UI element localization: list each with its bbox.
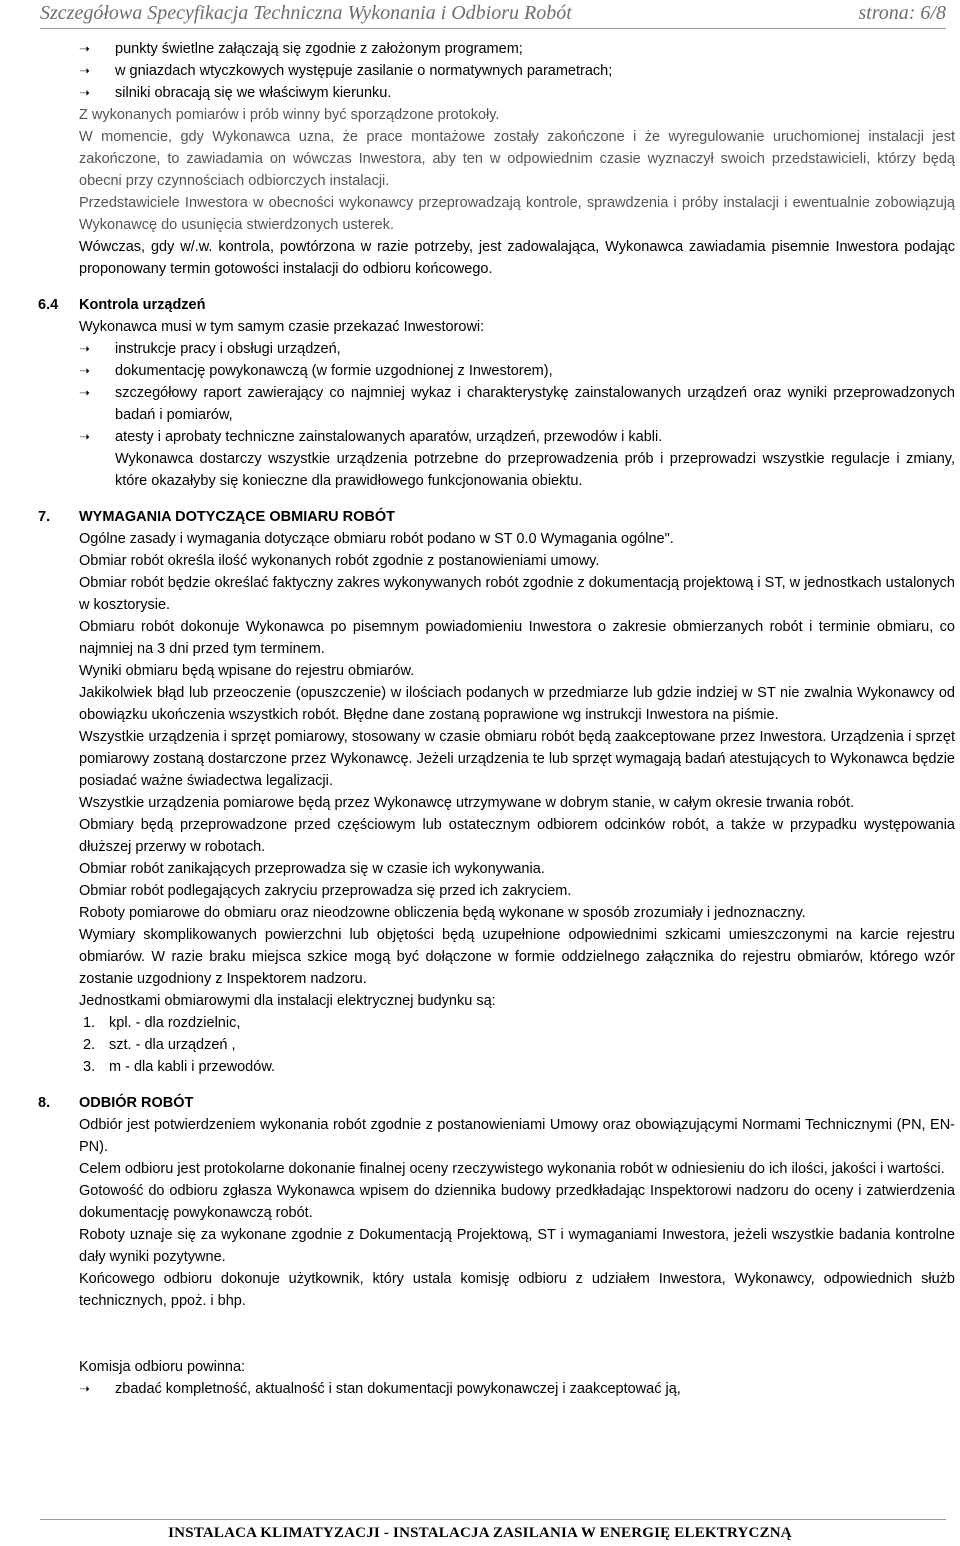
paragraph: Z wykonanych pomiarów i prób winny być sporządzone protokoły. xyxy=(79,107,500,123)
section-title: Kontrola urządzeń xyxy=(79,297,206,313)
section-title: ODBIÓR ROBÓT xyxy=(79,1095,194,1111)
header-page-number: strona: 6/8 xyxy=(858,2,946,24)
paragraph: Obmiar robót określa ilość wykonanych robót zgodnie z postanowieniami umowy. xyxy=(79,553,600,569)
arrow-right-icon: ➝ xyxy=(79,1381,90,1396)
list-item: ➝ zbadać kompletność, aktualność i stan dokumentacji powykonawczej i zaakceptować ją, xyxy=(79,1378,955,1400)
list-item: ➝ atesty i aprobaty techniczne zainstalowanych aparatów, urządzeń, przewodów i kabli. xyxy=(79,426,955,448)
list-item: ➝ dokumentację powykonawczą (w formie uzgodnionej z Inwestorem), xyxy=(79,360,955,382)
list-item: ➝ w gniazdach wtyczkowych występuje zasilanie o normatywnych parametrach; xyxy=(79,60,955,82)
section-number: 8. xyxy=(38,1095,51,1111)
section-title: WYMAGANIA DOTYCZĄCE OBMIARU ROBÓT xyxy=(79,509,396,525)
paragraph: Obmiaru robót dokonuje Wykonawca po pisemnym powiadomieniu Inwestora o zakresie obmierzanych robót i terminie obmiaru, co najmniej na 3 dni przed tym terminem. xyxy=(79,619,955,657)
paragraph: Jednostkami obmiarowymi dla instalacji elektrycznej budynku są: xyxy=(79,993,496,1009)
arrow-right-icon: ➝ xyxy=(79,341,90,356)
paragraph: Ogólne zasady i wymagania dotyczące obmiaru robót podano w ST 0.0 Wymagania ogólne". xyxy=(79,531,674,547)
page-header xyxy=(40,2,946,24)
paragraph: Obmiar robót podlegających zakryciu przeprowadza się przed ich zakryciem. xyxy=(79,883,572,899)
paragraph: Odbiór jest potwierdzeniem wykonania robót zgodnie z postanowieniami Umowy oraz obowiązującymi Normami Technicznymi (PN, EN-PN). xyxy=(79,1117,955,1155)
paragraph: Obmiary będą przeprowadzone przed częściowym lub ostatecznym odbiorem odcinków robót, a także w przypadku występowania dłuższej przerwy w robotach. xyxy=(79,817,955,855)
paragraph: Wówczas, gdy w/.w. kontrola, powtórzona w razie potrzeby, jest zadowalająca, Wykonawca zawiadamia pisemnie Inwestora podając proponowany termin gotowości instalacji do odbioru końcowego. xyxy=(79,239,955,277)
paragraph: Celem odbioru jest protokolarne dokonanie finalnej oceny rzeczywistego wykonania robót w odniesieniu do ich ilości, jakości i wartości. xyxy=(79,1161,945,1177)
paragraph: Wszystkie urządzenia pomiarowe będą przez Wykonawcę utrzymywane w dobrym stanie, w całym okresie trwania robót. xyxy=(79,795,855,811)
paragraph: Roboty pomiarowe do obmiaru oraz nieodzowne obliczenia będą wykonane w sposób zrozumiały i jednoznaczny. xyxy=(79,905,806,921)
list-item: 2. szt. - dla urządzeń , xyxy=(83,1037,236,1053)
list-item: 3. m - dla kabli i przewodów. xyxy=(83,1059,276,1075)
page-footer xyxy=(0,1524,960,1542)
paragraph: W momencie, gdy Wykonawca uzna, że prace montażowe zostały zakończone i że wyregulowanie uruchomionej instalacji jest zakończone, to zawiadamia on wówczas Inwestora, aby ten w odpowiednim czasie wyznaczył swoich przedstawicieli, którzy będą obecni przy czynnościach odbiorczych instalacji. xyxy=(79,129,955,189)
arrow-right-icon: ➝ xyxy=(79,63,90,78)
footer-divider xyxy=(40,1519,946,1520)
document-body xyxy=(38,38,955,1400)
paragraph: Wszystkie urządzenia i sprzęt pomiarowy, stosowany w czasie obmiaru robót będą zaakceptowane przez Inwestora. Urządzenia i sprzęt pomiarowy zostaną dostarczone przez Wykonawcę. Jeżeli urządzenia te lub sprzęt wymagają badań atestujących to Wykonawca będzie posiadać ważne świadectwa legalizacji. xyxy=(79,729,955,789)
arrow-right-icon: ➝ xyxy=(79,429,90,444)
paragraph: Komisja odbioru powinna: xyxy=(79,1359,246,1375)
paragraph: Wykonawca musi w tym samym czasie przekazać Inwestorowi: xyxy=(79,319,485,335)
section-8 xyxy=(38,1092,955,1400)
header-title: Szczegółowa Specyfikacja Techniczna Wykonania i Odbioru Robót xyxy=(40,2,572,24)
header-divider xyxy=(40,28,946,29)
paragraph: Końcowego odbioru dokonuje użytkownik, który ustala komisję odbioru z udziałem Inwestora, Wykonawcy, odpowiednich służb technicznych, ppoż. i bhp. xyxy=(79,1271,955,1309)
paragraph: Wymiary skomplikowanych powierzchni lub objętości będą uzupełnione odpowiednimi szkicami umieszczonymi na karcie rejestru obmiarów. W razie braku miejsca szkice mogą być dołączone w formie oddzielnego załącznika do rejestru obmiarów, którego wzór zostanie uzgodniony z Inspektorem nadzoru. xyxy=(79,927,955,987)
list-item: ➝ instrukcje pracy i obsługi urządzeń, xyxy=(79,338,955,360)
paragraph: Roboty uznaje się za wykonane zgodnie z Dokumentacją Projektową, ST i wymaganiami Inwestora, jeżeli wszystkie badania kontrolne dały wyniki pozytywne. xyxy=(79,1227,955,1265)
paragraph: Obmiar robót zanikających przeprowadza się w czasie ich wykonywania. xyxy=(79,861,545,877)
paragraph: Wyniki obmiaru będą wpisane do rejestru obmiarów. xyxy=(79,663,415,679)
list-item: 1. kpl. - dla rozdzielnic, xyxy=(83,1015,241,1031)
paragraph: Obmiar robót będzie określać faktyczny zakres wykonywanych robót zgodnie z dokumentacją projektową i ST, w jednostkach ustalonych w kosztorysie. xyxy=(79,575,955,613)
section-number: 7. xyxy=(38,509,51,525)
paragraph: Wykonawca dostarczy wszystkie urządzenia potrzebne do przeprowadzenia prób i przeprowadzi wszystkie regulacje i zmiany, które okazałyby się konieczne dla prawidłowego funkcjonowania obiektu. xyxy=(115,451,955,489)
paragraph: Gotowość do odbioru zgłasza Wykonawca wpisem do dziennika budowy przedkładając Inspektorowi nadzoru do oceny i zatwierdzenia dokumentację powykonawczą robót. xyxy=(79,1183,955,1221)
list-item: ➝ silniki obracają się we właściwym kierunku. xyxy=(79,82,955,104)
arrow-right-icon: ➝ xyxy=(79,363,90,378)
list-item: ➝ punkty świetlne załączają się zgodnie z założonym programem; xyxy=(79,38,955,60)
footer-text: INSTALACA KLIMATYZACJI - INSTALACJA ZASILANIA W ENERGIĘ ELEKTRYCZNĄ xyxy=(168,1525,792,1541)
arrow-right-icon: ➝ xyxy=(79,385,90,400)
paragraph: Przedstawiciele Inwestora w obecności wykonawcy przeprowadzają kontrole, sprawdzenia i próby instalacji i ewentualnie zobowiązują Wykonawcę do usunięcia stwierdzonych usterek. xyxy=(79,195,955,233)
section-number: 6.4 xyxy=(38,297,59,313)
arrow-right-icon: ➝ xyxy=(79,85,90,100)
section-7 xyxy=(38,506,955,1078)
list-item: ➝ szczegółowy raport zawierający co najmniej wykaz i charakterystykę zainstalowanych urządzeń oraz wyniki przeprowadzonych badań i pomiarów, xyxy=(79,382,955,426)
section-6-4 xyxy=(38,294,955,492)
arrow-right-icon: ➝ xyxy=(79,41,90,56)
paragraph: Jakikolwiek błąd lub przeoczenie (opuszczenie) w ilościach podanych w przedmiarze lub gdzie indziej w ST nie zwalnia Wykonawcy od obowiązku ukończenia wszystkich robót. Błędne dane zostaną poprawione wg instrukcji Inwestora na piśmie. xyxy=(79,685,955,723)
